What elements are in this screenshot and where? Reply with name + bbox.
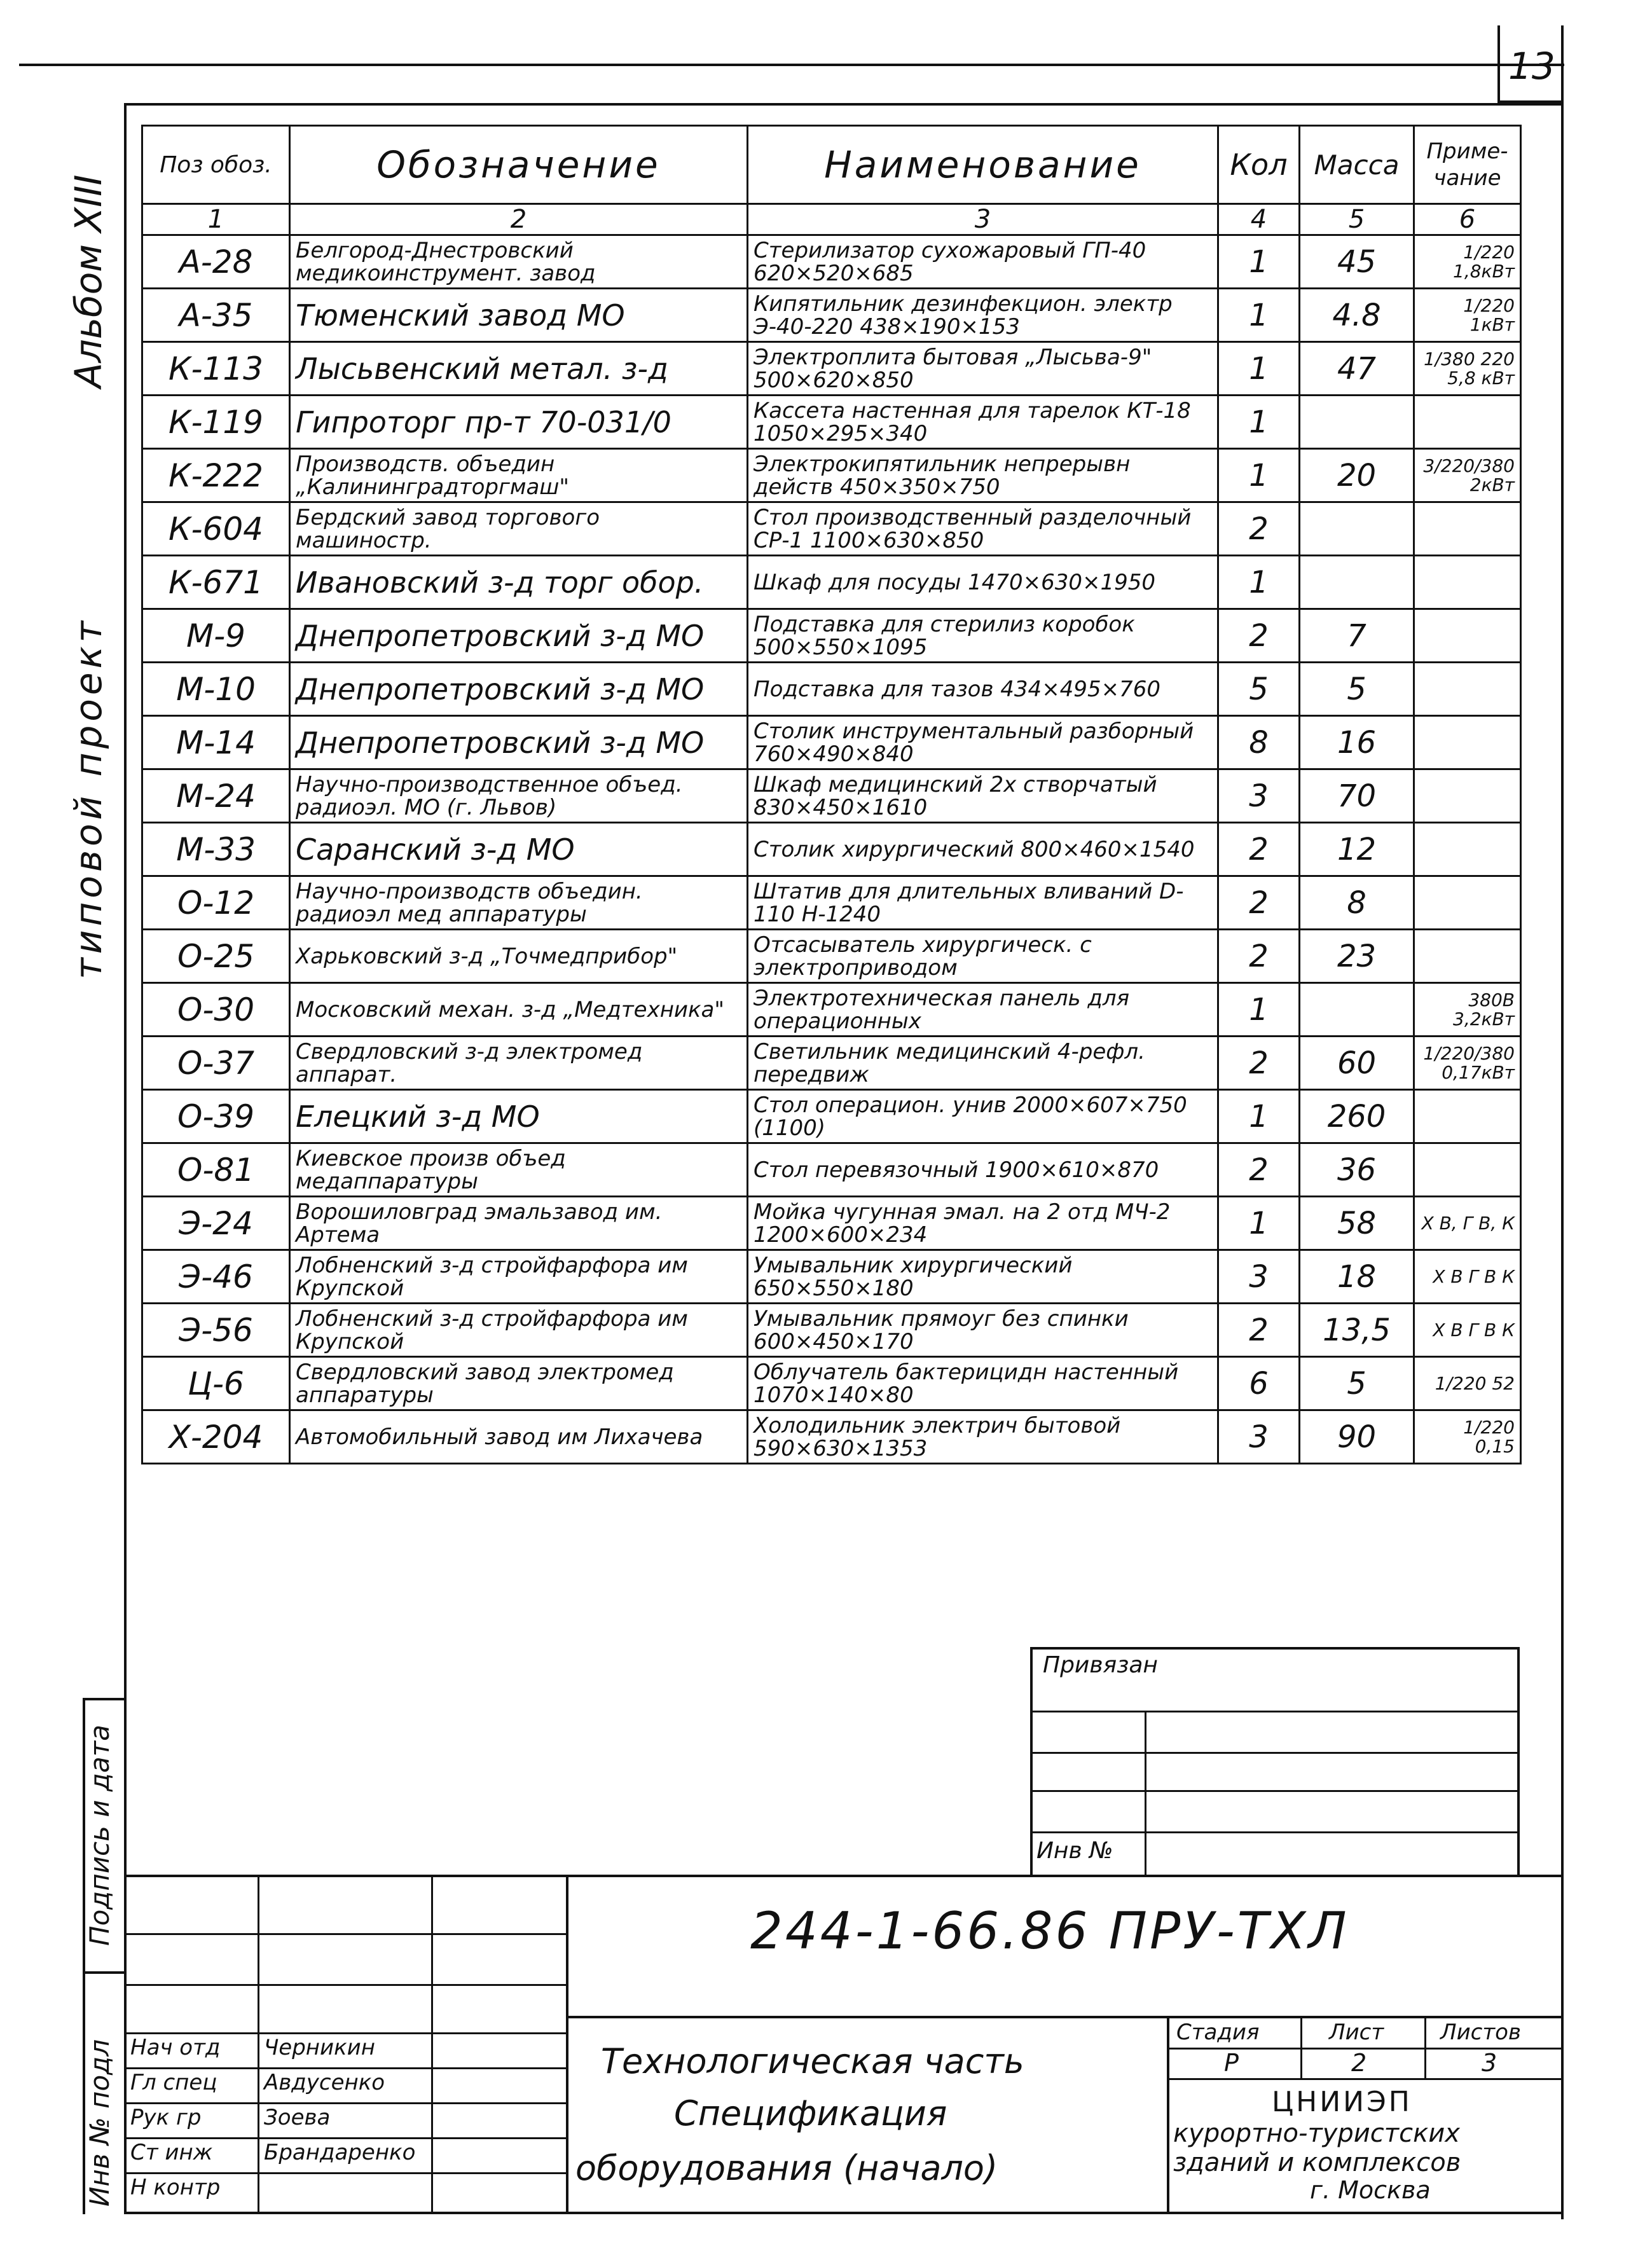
col-header-designation: Обозначение [290,126,748,204]
cell-qty: 2 [1218,502,1300,556]
cell-note [1414,769,1521,823]
cell-pos: О-81 [142,1143,290,1197]
cell-pos: О-39 [142,1090,290,1143]
cell-pos: К-119 [142,396,290,449]
org-line-4: г. Москва [1310,2176,1431,2204]
col-number: 4 [1218,204,1300,235]
left-grid-row-5 [124,2102,566,2104]
cell-pos: О-30 [142,983,290,1037]
cell-mass: 260 [1300,1090,1414,1143]
cell-pos: А-35 [142,289,290,342]
page-number: 13 [1508,45,1555,88]
cell-name: Стол производственный разделочный СР-1 1100×630×850 [748,502,1218,556]
cell-name: Подставка для тазов 434×495×760 [748,663,1218,716]
cell-note: 380В 3,2кВт [1414,983,1521,1037]
stage-label: Стадия [1176,2020,1260,2045]
cell-note: Х В Г В К [1414,1250,1521,1304]
cell-name: Мойка чугунная эмал. на 2 отд МЧ-2 1200×600×234 [748,1197,1218,1250]
left-grid-row-4 [124,2067,566,2069]
cell-qty: 2 [1218,823,1300,876]
cell-pos: К-671 [142,556,290,609]
cell-name: Электротехническая панель для операционных [748,983,1218,1037]
cell-note [1414,1090,1521,1143]
cell-designation: Днепропетровский з-д МО [290,609,748,663]
binding-col [1145,1711,1146,1876]
sheet-label: Лист [1329,2020,1384,2045]
inv-orig-label: Инв № подл [84,2039,115,2207]
inner-frame-left [124,103,127,2214]
cell-note [1414,396,1521,449]
code-row-bottom [566,2016,1564,2018]
cell-designation: Тюменский завод МО [290,289,748,342]
col-number-row [142,204,1521,235]
cell-designation: Харьковский з-д „Точмедприбор" [290,930,748,983]
cell-note: 1/220 1,8кВт [1414,235,1521,289]
cell-qty: 1 [1218,983,1300,1037]
cell-designation: Лобненский з-д стройфарфора им Крупской [290,1304,748,1357]
cell-note [1414,556,1521,609]
cell-note [1414,823,1521,876]
cell-mass: 23 [1300,930,1414,983]
col-number: 6 [1414,204,1521,235]
cell-designation: Производств. объедин „Калининградторгмаш" [290,449,748,502]
col-header-pos: Поз обоз. [142,126,290,204]
cell-mass: 60 [1300,1037,1414,1090]
cell-mass: 36 [1300,1143,1414,1197]
cell-name: Отсасыватель хирургическ. с электроприводом [748,930,1218,983]
cell-qty: 1 [1218,342,1300,396]
binding-right-line [1517,1647,1520,1876]
left-grid-row-3 [124,2032,566,2034]
cell-designation: Гипроторг пр-т 70-031/0 [290,396,748,449]
cell-pos: К-604 [142,502,290,556]
cell-designation: Киевское произв объед медаппаратуры [290,1143,748,1197]
cell-name: Стол операцион. унив 2000×607×750 (1100) [748,1090,1218,1143]
cell-qty: 1 [1218,449,1300,502]
cell-mass: 5 [1300,1357,1414,1410]
cell-qty: 3 [1218,769,1300,823]
doc-title-line-3: оборудования (начало) [575,2148,998,2188]
role-label: Гл спец [130,2070,217,2095]
cell-mass: 4.8 [1300,289,1414,342]
cell-qty: 8 [1218,716,1300,769]
cell-name: Подставка для стерилиз коробок 500×550×1095 [748,609,1218,663]
cell-pos: М-10 [142,663,290,716]
cell-qty: 2 [1218,876,1300,930]
role-label: Нач отд [130,2035,221,2060]
cell-pos: А-28 [142,235,290,289]
cell-mass: 5 [1300,663,1414,716]
spec-table [141,125,1522,1464]
cell-designation: Саранский з-д МО [290,823,748,876]
role-person-name: Зоева [264,2105,331,2130]
inner-frame-bottom [124,2212,1564,2214]
binding-row-1 [1030,1711,1520,1712]
inv-no-label: Инв № [1036,1838,1113,1864]
col-header-name: Наименование [748,126,1218,204]
stage-row-2 [1167,2078,1564,2080]
top-frame-line [19,64,1564,66]
table-row [142,396,1521,449]
cell-qty: 2 [1218,930,1300,983]
cell-mass [1300,556,1414,609]
sheet-value: 2 [1351,2049,1367,2077]
cell-pos: К-222 [142,449,290,502]
role-label: Н контр [130,2175,221,2200]
org-line-2: курортно-туристских [1173,2119,1460,2148]
cell-designation: Ворошиловград эмальзавод им. Артема [290,1197,748,1250]
right-frame-line [1561,25,1564,2219]
cell-pos: М-14 [142,716,290,769]
table-row [142,342,1521,396]
cell-mass: 13,5 [1300,1304,1414,1357]
binding-left-line [1030,1647,1033,1876]
role-person-name: Черникин [264,2035,375,2060]
table-row [142,930,1521,983]
cell-pos: М-33 [142,823,290,876]
cell-designation: Автомобильный завод им Лихачева [290,1410,748,1464]
cell-name: Умывальник хирургический 650×550×180 [748,1250,1218,1304]
cell-designation: Днепропетровский з-д МО [290,716,748,769]
cell-mass: 90 [1300,1410,1414,1464]
cell-note: Х В, Г В, К [1414,1197,1521,1250]
table-row [142,1037,1521,1090]
cell-pos: М-24 [142,769,290,823]
col-number: 3 [748,204,1218,235]
cell-name: Электрокипятильник непрерывн действ 450×350×750 [748,449,1218,502]
cell-note [1414,930,1521,983]
cell-note [1414,502,1521,556]
cell-mass: 47 [1300,342,1414,396]
cell-designation: Свердловский завод электромед аппаратуры [290,1357,748,1410]
col-header-mass: Масса [1300,126,1414,204]
cell-qty: 1 [1218,235,1300,289]
cell-note: 1/220/380 0,17кВт [1414,1037,1521,1090]
left-grid-row-2 [124,1984,566,1986]
cell-pos: О-37 [142,1037,290,1090]
sheets-label: Листов [1440,2020,1522,2045]
cell-pos: К-113 [142,342,290,396]
cell-note [1414,716,1521,769]
cell-pos: Э-24 [142,1197,290,1250]
cell-mass: 20 [1300,449,1414,502]
cell-name: Столик хирургический 800×460×1540 [748,823,1218,876]
table-row [142,876,1521,930]
org-name: ЦНИИЭП [1272,2086,1412,2118]
table-row [142,1143,1521,1197]
stage-col-1 [1300,2016,1302,2079]
doc-title-line-2: Спецификация [674,2093,947,2133]
cell-pos: М-9 [142,609,290,663]
cell-designation: Московский механ. з-д „Медтехника" [290,983,748,1037]
col-number: 1 [142,204,290,235]
col-number: 5 [1300,204,1414,235]
document-code: 244-1-66.86 ПРУ-ТХЛ [750,1901,1349,1960]
cell-qty: 1 [1218,396,1300,449]
table-row [142,983,1521,1037]
cell-designation: Лысьвенский метал. з-д [290,342,748,396]
cell-qty: 5 [1218,663,1300,716]
cell-pos: Х-204 [142,1410,290,1464]
cell-note: 1/220 52 [1414,1357,1521,1410]
table-row [142,1357,1521,1410]
album-label: Альбом XIII [67,174,110,388]
cell-qty: 1 [1218,1090,1300,1143]
page-num-box-line [1497,25,1500,102]
table-row [142,1304,1521,1357]
cell-name: Шкаф медицинский 2х створчатый 830×450×1610 [748,769,1218,823]
table-row [142,716,1521,769]
title-block-top [124,1875,1564,1877]
cell-note [1414,1143,1521,1197]
table-row [142,823,1521,876]
table-row [142,502,1521,556]
cell-mass [1300,396,1414,449]
col-header-qty: Кол [1218,126,1300,204]
cell-designation: Научно-производственное объед. радиоэл. МО (г. Львов) [290,769,748,823]
cell-name: Электроплита бытовая „Лысьва-9" 500×620×850 [748,342,1218,396]
role-person-name: Брандаренко [264,2140,416,2165]
table-row [142,1090,1521,1143]
cell-pos: Э-56 [142,1304,290,1357]
binding-top-line [1030,1647,1520,1650]
cell-name: Светильник медицинский 4-рефл. передвиж [748,1037,1218,1090]
cell-mass: 16 [1300,716,1414,769]
doc-title-line-1: Технологическая часть [601,2041,1024,2081]
cell-note: 3/220/380 2кВт [1414,449,1521,502]
org-line-3: зданий и комплексов [1173,2148,1461,2177]
inner-frame-top [124,103,1564,106]
table-header-row [142,126,1521,204]
cell-mass: 12 [1300,823,1414,876]
cell-qty: 2 [1218,1304,1300,1357]
cell-note [1414,876,1521,930]
stage-col-2 [1424,2016,1426,2079]
role-label: Рук гр [130,2105,202,2130]
cell-mass: 8 [1300,876,1414,930]
table-row [142,609,1521,663]
col-number: 2 [290,204,748,235]
cell-note [1414,663,1521,716]
cell-designation: Бердский завод торгового машиностр. [290,502,748,556]
cell-qty: 3 [1218,1410,1300,1464]
binding-row-3 [1030,1790,1520,1792]
cell-name: Шкаф для посуды 1470×630×1950 [748,556,1218,609]
cell-qty: 1 [1218,289,1300,342]
cell-note [1414,609,1521,663]
cell-pos: Ц-6 [142,1357,290,1410]
cell-name: Облучатель бактерицидн настенный 1070×140×80 [748,1357,1218,1410]
cell-designation: Ивановский з-д торг обор. [290,556,748,609]
sign-date-label: Подпись и дата [84,1725,115,1946]
cell-designation: Научно-производств объедин. радиоэл мед аппаратуры [290,876,748,930]
left-grid-row-6 [124,2137,566,2139]
table-row [142,235,1521,289]
cell-note: 1/220 1кВт [1414,289,1521,342]
cell-name: Стерилизатор сухожаровый ГП-40 620×520×685 [748,235,1218,289]
table-row [142,449,1521,502]
role-person-name: Авдусенко [264,2070,385,2095]
cell-name: Умывальник прямоуг без спинки 600×450×170 [748,1304,1218,1357]
stamp-col-line-3 [83,1971,126,1974]
cell-name: Холодильник электрич бытовой 590×630×1353 [748,1410,1218,1464]
cell-note: 1/220 0,15 [1414,1410,1521,1464]
stamp-col-line-2 [83,1698,126,1700]
cell-note: Х В Г В К [1414,1304,1521,1357]
project-label: типовой проект [67,617,110,979]
cell-name: Стол перевязочный 1900×610×870 [748,1143,1218,1197]
sheets-value: 3 [1482,2049,1497,2077]
cell-qty: 6 [1218,1357,1300,1410]
cell-name: Столик инструментальный разборный 760×490×840 [748,716,1218,769]
table-row [142,1197,1521,1250]
cell-pos: О-12 [142,876,290,930]
title-col-2 [431,1875,433,2214]
cell-note: 1/380 220 5,8 кВт [1414,342,1521,396]
cell-designation: Елецкий з-д МО [290,1090,748,1143]
title-col-1 [258,1875,259,2214]
cell-qty: 1 [1218,1197,1300,1250]
cell-qty: 2 [1218,609,1300,663]
col-header-note: Приме-чание [1414,126,1521,204]
spec-body [142,235,1521,1464]
cell-mass: 45 [1300,235,1414,289]
title-col-3 [566,1875,568,2214]
cell-mass: 7 [1300,609,1414,663]
table-row [142,556,1521,609]
cell-name: Штатив для длительных вливаний D-110 H-1240 [748,876,1218,930]
cell-name: Кассета настенная для тарелок КТ-18 1050×295×340 [748,396,1218,449]
left-grid-row-1 [124,1933,566,1935]
cell-qty: 2 [1218,1037,1300,1090]
stage-value: Р [1224,2049,1239,2077]
cell-mass: 70 [1300,769,1414,823]
cell-qty: 2 [1218,1143,1300,1197]
cell-mass [1300,983,1414,1037]
cell-designation: Днепропетровский з-д МО [290,663,748,716]
cell-mass: 58 [1300,1197,1414,1250]
cell-qty: 1 [1218,556,1300,609]
cell-designation: Лобненский з-д стройфарфора им Крупской [290,1250,748,1304]
table-row [142,1250,1521,1304]
left-grid-row-7 [124,2172,566,2174]
role-label: Ст инж [130,2140,213,2165]
binding-row-2 [1030,1752,1520,1754]
table-row [142,1410,1521,1464]
cell-name: Кипятильник дезинфекцион. электр Э-40-220 438×190×153 [748,289,1218,342]
cell-mass [1300,502,1414,556]
cell-designation: Свердловский з-д электромед аппарат. [290,1037,748,1090]
title-col-4 [1167,2016,1169,2214]
table-row [142,769,1521,823]
binding-title: Привязан [1043,1652,1158,1678]
table-row [142,663,1521,716]
cell-designation: Белгород-Днестровский медикоинструмент. завод [290,235,748,289]
table-row [142,289,1521,342]
binding-row-4 [1030,1831,1520,1833]
cell-pos: Э-46 [142,1250,290,1304]
cell-pos: О-25 [142,930,290,983]
cell-qty: 3 [1218,1250,1300,1304]
cell-mass: 18 [1300,1250,1414,1304]
